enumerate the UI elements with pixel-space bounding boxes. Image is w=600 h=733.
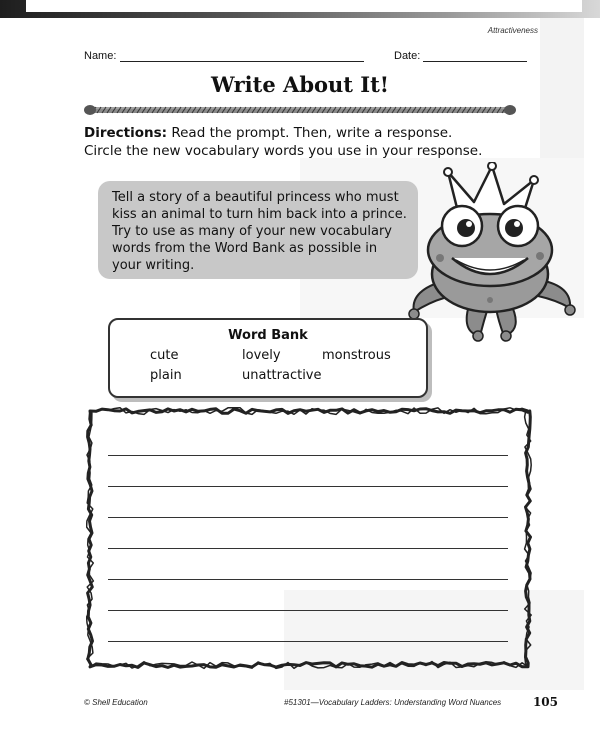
word-bank-word: lovely [242,348,281,363]
word-bank-word: cute [150,348,179,363]
prompt-box [98,181,418,279]
date-label: Date: [394,50,421,62]
writing-line[interactable] [108,548,508,549]
writing-line[interactable] [108,517,508,518]
word-bank-title: Word Bank [228,328,308,343]
writing-line[interactable] [108,486,508,487]
prompt-line: Tell a story of a beautiful princess who must [112,190,399,205]
word-bank [108,318,428,398]
writing-line[interactable] [108,455,508,456]
prompt-line: your writing. [112,258,195,273]
name-field[interactable] [120,61,364,62]
page-title: Write About It! [210,72,390,97]
topic-label: Attractiveness [487,26,538,35]
footer-book-title: #51301—Vocabulary Ladders: Understanding Word Nuances [284,698,502,707]
directions-text-1: Read the prompt. Then, write a response. [167,125,453,141]
prompt-line: kiss an animal to turn him back into a prince. [112,207,407,222]
directions-text-2: Circle the new vocabulary words you use in your response. [84,143,483,159]
rope-divider [84,104,516,116]
footer-copyright: © Shell Education [84,698,148,707]
directions-label: Directions: [84,125,168,141]
word-bank-word: monstrous [322,348,391,363]
prompt-text [112,189,446,274]
writing-frame [86,407,534,671]
name-date-row [84,50,528,64]
prompt-line: words from the Word Bank as possible in [112,241,378,256]
page-number: 105 [532,695,558,709]
writing-line[interactable] [108,579,508,580]
prompt-line: Try to use as many of your new vocabulary [112,224,392,239]
writing-line[interactable] [108,610,508,611]
writing-line[interactable] [108,641,508,642]
date-field[interactable] [423,61,527,62]
word-bank-word: plain [150,368,182,383]
name-label: Name: [84,50,117,62]
directions [84,124,544,160]
top-bar-notch [26,0,582,12]
word-bank-word: unattractive [242,368,322,383]
frog-prince-illustration [400,162,580,342]
